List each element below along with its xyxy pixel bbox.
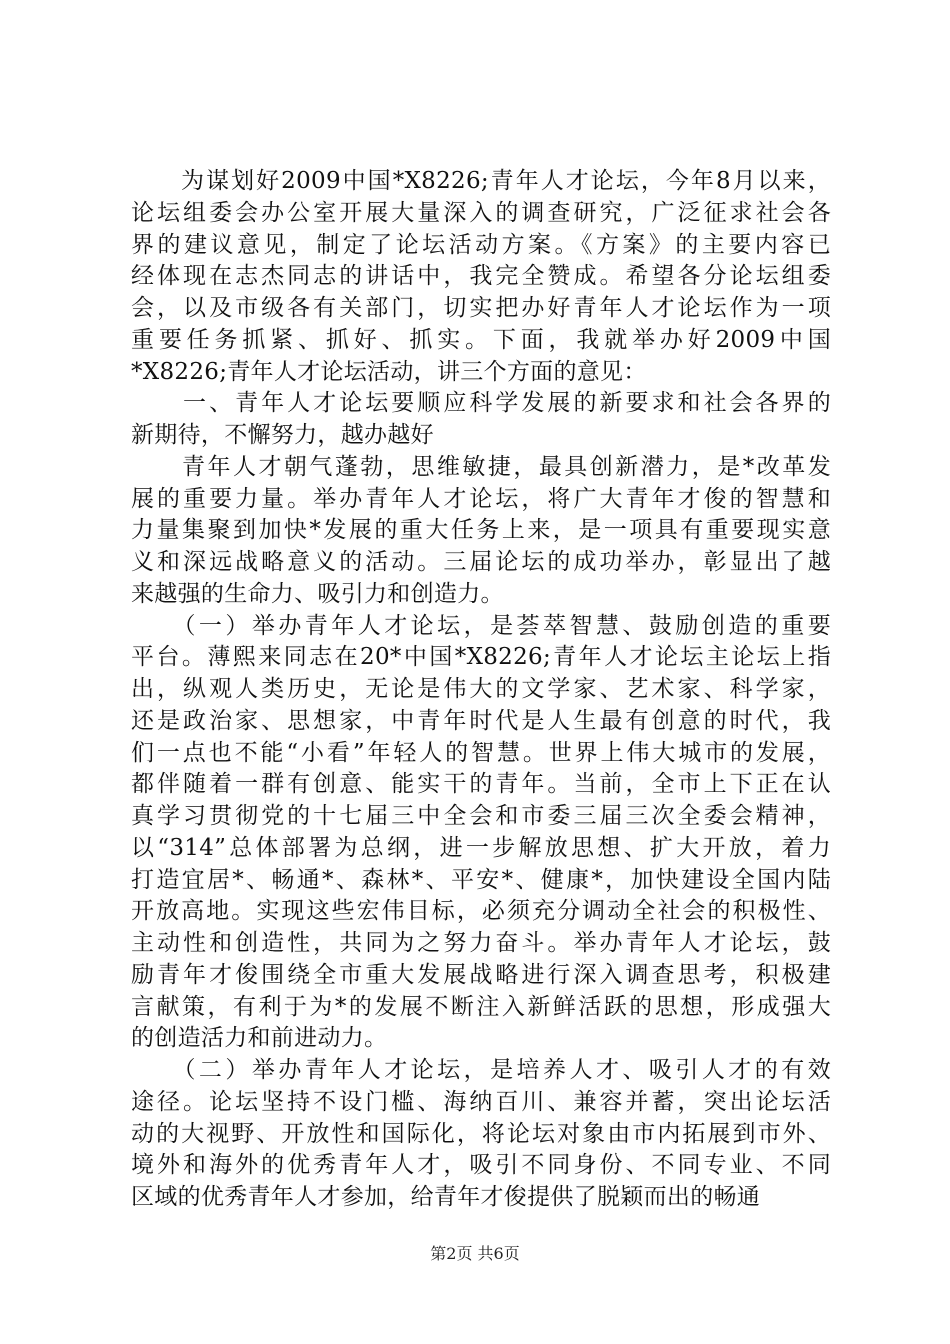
text-line: 力量集聚到加快*发展的重大任务上来，是一项具有重要现实意 xyxy=(131,517,831,544)
body-text xyxy=(131,166,831,1214)
text-line: 新期待，不懈努力，越办越好 xyxy=(131,422,434,448)
page-footer: 第2页 共6页 xyxy=(430,1244,520,1263)
text-line: 为谋划好2009中国*X8226;青年人才论坛，今年8月以来， xyxy=(131,168,831,194)
text-line: 经体现在志杰同志的讲话中，我完全赞成。希望各分论坛组委 xyxy=(131,263,831,290)
text-line: 还是政治家、思想家，中青年时代是人生最有创意的时代，我 xyxy=(131,707,831,734)
text-line: 平台。薄熙来同志在20*中国*X8226;青年人才论坛主论坛上指 xyxy=(131,644,831,671)
text-line: 们一点也不能“小看”年轻人的智慧。世界上伟大城市的发展， xyxy=(131,739,831,766)
text-line: 途径。论坛坚持不设门槛、海纳百川、兼容并蓄，突出论坛活 xyxy=(131,1088,831,1115)
text-line: 动的大视野、开放性和国际化，将论坛对象由市内拓展到市外、 xyxy=(131,1120,831,1147)
text-line: 会，以及市级各有关部门，切实把办好青年人才论坛作为一项 xyxy=(131,295,831,321)
text-line: 来越强的生命力、吸引力和创造力。 xyxy=(131,580,504,607)
text-line: 一、青年人才论坛要顺应科学发展的新要求和社会各界的 xyxy=(131,390,831,417)
text-line: 区域的优秀青年人才参加，给青年才俊提供了脱颖而出的畅通 xyxy=(131,1184,761,1210)
text-line: 的创造活力和前进动力。 xyxy=(131,1025,388,1052)
text-line: 主动性和创造性，共同为之努力奋斗。举办青年人才论坛，鼓 xyxy=(131,930,831,956)
text-line: （二）举办青年人才论坛，是培养人才、吸引人才的有效 xyxy=(131,1057,831,1083)
text-line: 以“314”总体部署为总纲，进一步解放思想、扩大开放，着力 xyxy=(131,834,831,861)
text-line: 都伴随着一群有创意、能实干的青年。当前，全市上下正在认 xyxy=(131,771,831,798)
text-line: 励青年才俊围绕全市重大发展战略进行深入调查思考，积极建 xyxy=(131,961,831,988)
text-line: 展的重要力量。举办青年人才论坛，将广大青年才俊的智慧和 xyxy=(131,485,831,512)
text-line: 重要任务抓紧、抓好、抓实。下面，我就举办好2009中国 xyxy=(131,326,831,353)
text-line: 界的建议意见，制定了论坛活动方案。《方案》的主要内容已 xyxy=(131,231,831,258)
text-line: 出，纵观人类历史，无论是伟大的文学家、艺术家、科学家， xyxy=(131,676,831,702)
text-line: 论坛组委会办公室开展大量深入的调查研究，广泛征求社会各 xyxy=(131,199,831,226)
text-line: 打造宜居*、畅通*、森林*、平安*、健康*，加快建设全国内陆 xyxy=(131,866,831,893)
text-line: 言献策，有利于为*的发展不断注入新鲜活跃的思想，形成强大 xyxy=(131,993,831,1020)
text-line: 真学习贯彻党的十七届三中全会和市委三届三次全委会精神， xyxy=(131,803,831,829)
text-line: 境外和海外的优秀青年人才，吸引不同身份、不同专业、不同 xyxy=(131,1152,831,1179)
text-line: 开放高地。实现这些宏伟目标，必须充分调动全社会的积极性、 xyxy=(131,898,831,925)
text-line: 义和深远战略意义的活动。三届论坛的成功举办，彰显出了越 xyxy=(131,549,831,575)
text-line: （一）举办青年人才论坛，是荟萃智慧、鼓励创造的重要 xyxy=(131,612,831,639)
text-line: *X8226;青年人才论坛活动，讲三个方面的意见： xyxy=(131,358,647,385)
text-line: 青年人才朝气蓬勃，思维敏捷，最具创新潜力，是*改革发 xyxy=(131,453,831,480)
